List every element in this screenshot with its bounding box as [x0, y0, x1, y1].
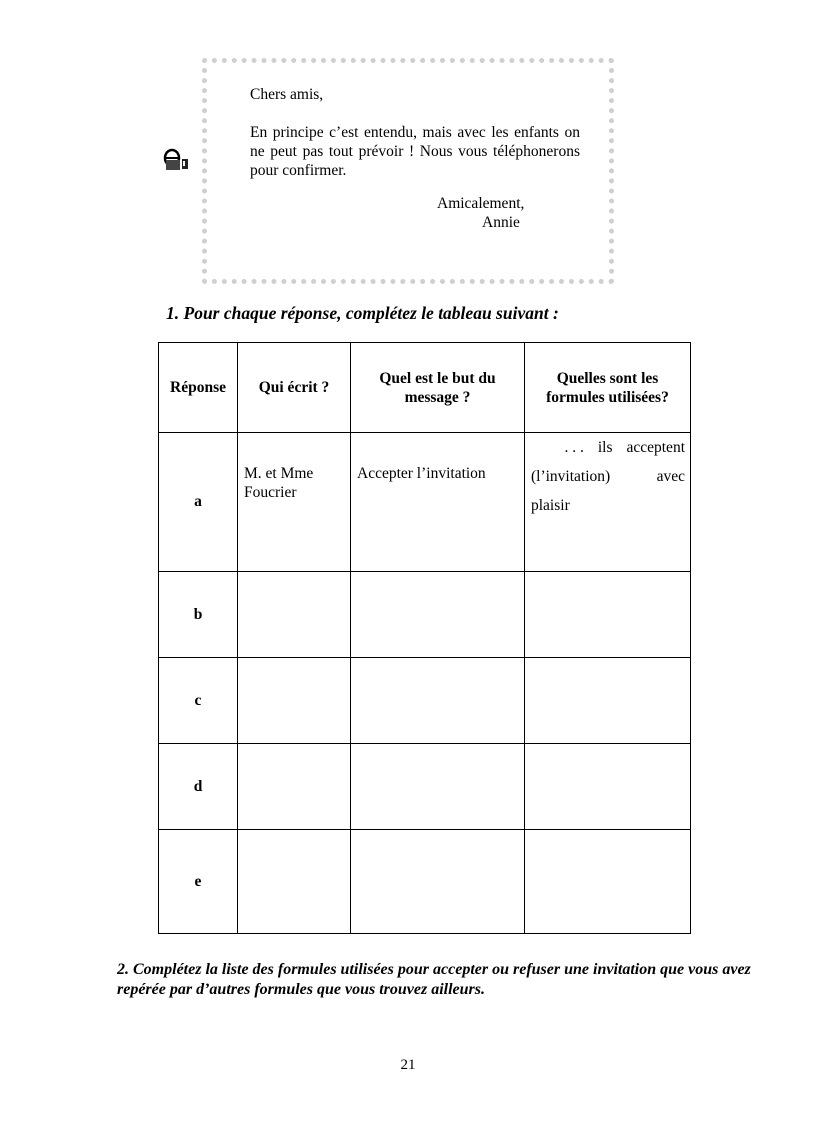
purpose-cell[interactable] — [351, 830, 525, 934]
formula-line — [531, 462, 685, 491]
letter-closing: Amicalement, — [437, 195, 525, 212]
purpose-cell[interactable] — [351, 572, 525, 658]
writer-cell[interactable] — [238, 744, 351, 830]
table-row — [159, 658, 691, 744]
pen-writing-icon — [163, 146, 193, 172]
formula-cell[interactable] — [525, 658, 691, 744]
writer-cell[interactable] — [238, 572, 351, 658]
header-purpose: Quel est le but du message ? — [351, 343, 525, 433]
table-row — [159, 433, 691, 572]
letter-box — [202, 58, 614, 284]
page-number: 21 — [400, 1057, 416, 1073]
formula-cell[interactable] — [525, 433, 691, 572]
formula-line: plaisir — [531, 497, 570, 514]
table-row — [159, 830, 691, 934]
purpose-cell[interactable] — [351, 658, 525, 744]
question-2-heading: 2. Complétez la liste des formules utilisées pour accepter ou refuser une invitation que vous avez repérée par d’autres formules que vous trouvez ailleurs. — [117, 961, 751, 998]
row-label: c — [159, 658, 238, 744]
header-formulas: Quelles sont les formules utilisées? — [525, 343, 691, 433]
table-row — [159, 572, 691, 658]
formula-word: (l’invitation) — [531, 468, 611, 485]
writer-line: Foucrier — [244, 484, 297, 501]
formula-cell[interactable] — [525, 830, 691, 934]
formula-word: avec — [656, 468, 685, 485]
writer-cell[interactable] — [238, 830, 351, 934]
purpose-cell[interactable] — [351, 744, 525, 830]
header-response: Réponse — [159, 343, 238, 433]
header-writer: Qui écrit ? — [238, 343, 351, 433]
letter-body: En principe c’est entendu, mais avec les enfants on ne peut pas tout prévoir ! Nous vous téléphonerons pour confirmer. — [250, 124, 580, 179]
writer-cell[interactable] — [238, 658, 351, 744]
question-1-heading: 1. Pour chaque réponse, complétez le tableau suivant : — [166, 303, 559, 323]
table-row — [159, 744, 691, 830]
formula-cell[interactable] — [525, 572, 691, 658]
formula-word: acceptent — [626, 439, 685, 456]
purpose-cell[interactable]: Accepter l’invitation — [351, 433, 525, 572]
writer-line: M. et Mme — [244, 465, 314, 482]
table-header-row — [159, 343, 691, 433]
formula-cell[interactable] — [525, 744, 691, 830]
formula-line — [531, 433, 685, 462]
row-label: b — [159, 572, 238, 658]
formula-dots: . . . — [564, 439, 584, 456]
row-label: d — [159, 744, 238, 830]
writer-cell[interactable] — [238, 433, 351, 572]
formula-word: ils — [597, 439, 613, 456]
letter-signature: Annie — [482, 214, 520, 231]
row-label: e — [159, 830, 238, 934]
row-label: a — [159, 433, 238, 572]
letter-greeting: Chers amis, — [250, 86, 324, 103]
letter-content — [250, 85, 580, 232]
response-table — [158, 342, 691, 934]
